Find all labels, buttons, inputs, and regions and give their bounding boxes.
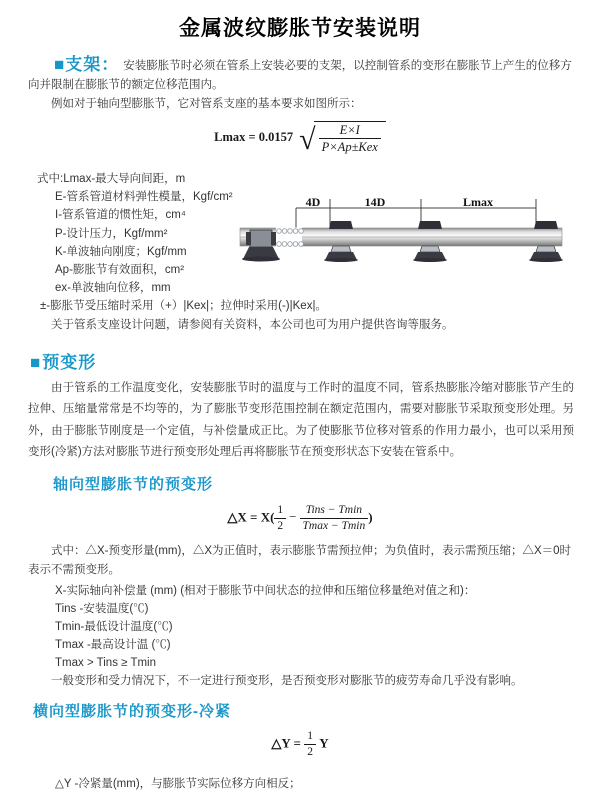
one-half-fraction: $\frac{1}{2}$ [274, 504, 286, 533]
lateral-note: △Y -冷紧量(mm)，与膨胀节实际位移方向相反； [55, 777, 301, 790]
section-heading-bracket [54, 55, 119, 74]
axial-definitions [55, 582, 600, 672]
definition-line: ex-单波轴向位移，mm [55, 282, 171, 295]
lateral-prestrain-formula [0, 730, 600, 759]
definition-line: P-设计压力，Kgf/mm² [55, 227, 168, 240]
bracket-heading-label: 支架： [65, 55, 120, 74]
definition-line: Tmin-最低设计温度(℃) [55, 621, 173, 634]
section-heading-prestrain [30, 348, 600, 373]
definition-line: X-实际轴向补偿量 (mm) (相对于膨胀节中间状态的拉伸和压缩位移量绝对值之和)： [55, 585, 476, 598]
consult-note: 关于管系支座设计问题，请参阅有关资料，本公司也可为用户提供咨询等服务。 [51, 318, 454, 331]
definition-line: E-管系管道材料弹性模量，Kgf/cm² [55, 191, 233, 204]
section-marker-icon: ■ [54, 55, 66, 74]
prestrain-heading-label: 预变形 [42, 352, 97, 372]
bracket-intro-paragraph [28, 55, 574, 95]
axial-formula-rhs: ) [368, 509, 373, 525]
minus-operator: − [289, 509, 297, 525]
sqrt-expression [299, 121, 386, 155]
definition-line: Tmax > Tins ≥ Tmin [55, 657, 156, 670]
lmax-formula-lhs: Lmax = 0.0157 [214, 129, 294, 144]
lateral-subheading: 横向型膨胀节的预变形-冷紧 [33, 703, 231, 721]
definition-line: ±-膨胀节受压缩时采用（+）|Kex|；拉伸时采用(-)|Kex|。 [40, 300, 327, 313]
prestrain-paragraph: 由于管系的工作温度变化，安装膨胀节时的温度与工作时的温度不同，管系热膨胀冷缩对膨胀节产生的拉伸、压缩量常常是不均等的，为了膨胀节变形范围控制在额定范围内，需要对膨胀节采取预变形处理。另外，由于膨胀节刚度是一个定值，与补偿量成正比。为了使膨胀节位移对管系的作用力最小，也可以采用预变形(冷紧)方法对膨胀节进行预变形处理后再将膨胀节在预变形状态下安装在管系中。 [28, 381, 574, 459]
bracket-intro-text: 安装膨胀节时必须在管系上安装必要的支架，以控制管系的变形在膨胀节上产生的位移方向并限制在膨胀节的额定位移范围内。 [28, 60, 572, 91]
temperature-fraction: $\frac{\text{Tins − Tmin}}{Tmax - Tmin}$ [300, 504, 369, 533]
lmax-formula-denominator: P×Ap±Kex [321, 140, 378, 155]
axial-note: 式中：△X-预变形量(mm)，△X为正值时，表示膨胀节需预拉伸；为负值时，表示需预压缩；△X＝0时表示不需预变形。 [28, 545, 572, 577]
axial-formula-lhs: △X = X( [227, 509, 275, 525]
definition-line: K-单波轴向刚度；Kgf/mm [55, 245, 187, 258]
dim-label-lmax: Lmax [463, 195, 493, 209]
page-title: 金属波纹膨胀节安装说明 [179, 17, 421, 40]
lateral-formula-rhs: Y [319, 735, 329, 751]
definition-line: Tins -安装温度(℃) [55, 603, 149, 616]
axial-subheading: 轴向型膨胀节的预变形 [53, 475, 214, 493]
lmax-formula-numerator: E×I [319, 123, 381, 139]
lmax-formula [0, 121, 600, 159]
lateral-formula-lhs: △Y = [271, 735, 301, 751]
definition-line: Tmax -最高设计温 (℃) [55, 639, 171, 652]
dim-label-14d: 14D [364, 195, 386, 209]
bellows [276, 228, 303, 247]
axial-general-note: 一般变形和受力情况下，不一定进行预变形，是否预变形对膨胀节的疲劳寿命几乎没有影响。 [51, 675, 523, 688]
example-line: 例如对于轴向型膨胀节，它对管系支座的基本要求如图所示： [51, 98, 362, 110]
support-diagram [240, 195, 562, 290]
axial-prestrain-formula [0, 504, 600, 533]
dim-label-4d: 4D [305, 195, 321, 209]
sqrt-radical-icon: √ [299, 122, 316, 156]
definition-line: Ap-膨胀节有效面积，cm² [55, 264, 185, 277]
one-half-fraction: $\frac{1}{2}$ [304, 730, 316, 759]
definition-line: 式中:Lmax-最大导向间距，m [37, 173, 186, 185]
definition-line: I-管系管道的惯性矩，cm⁴ [55, 209, 186, 222]
section-marker-icon: ■ [30, 352, 42, 372]
